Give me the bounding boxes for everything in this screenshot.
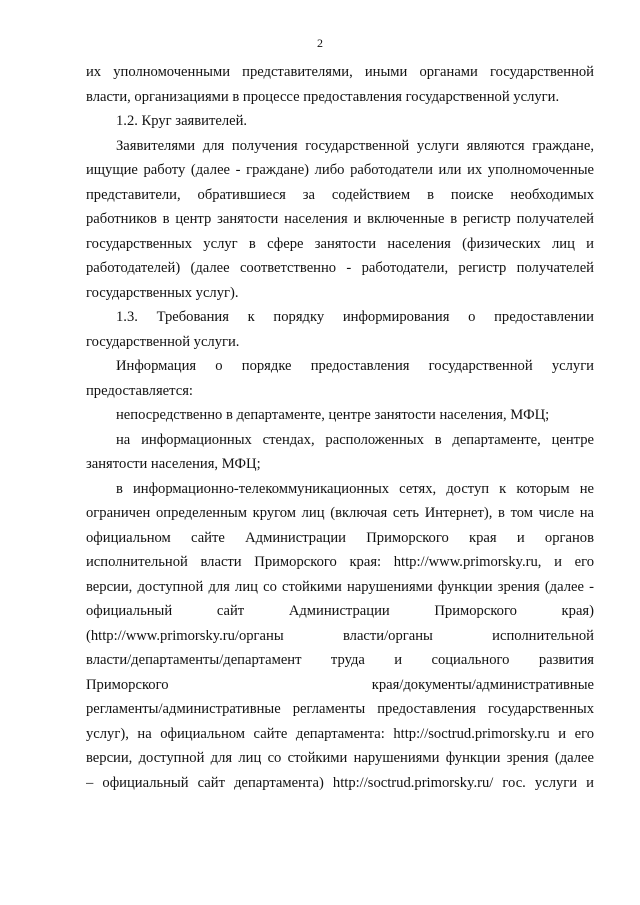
text-line: государственной услуги. (86, 333, 240, 350)
text-line: услуг), на официальном сайте департамента: http://soctrud.primorsky.ru и его (86, 725, 594, 742)
text-line: Информация о порядке предоставления государственной услуги (116, 358, 594, 374)
text-line: регламенты/административные регламенты предоставления государственных (86, 701, 594, 717)
text-line: на информационных стендах, расположенных в департаменте, центре (116, 431, 594, 448)
page-number: 2 (317, 36, 323, 50)
text-line: ищущие работу (далее - граждане) либо работодатели или их уполномоченные (86, 162, 594, 178)
text-line: власти, организациями в процессе предоставления государственной услуги. (86, 88, 560, 105)
text-line: официальном сайте Администрации Приморского края и органов (86, 529, 594, 546)
text-line: государственных услуг в сфере занятости населения (физических лиц и (86, 235, 594, 252)
text-line: предоставляется: (86, 382, 193, 399)
text-line: их уполномоченными представителями, иными органами государственной (86, 64, 594, 80)
text-line: (http://www.primorsky.ru/органы власти/органы исполнительной (86, 627, 594, 644)
text-line: Заявителями для получения государственной услуги являются граждане, (116, 137, 594, 154)
text-line: версии, доступной для лиц со стойкими нарушениями функции зрения (далее - (86, 578, 594, 595)
text-line: представители, обратившиеся за содействием в поиске необходимых (86, 186, 594, 203)
text-line: версии, доступной для лиц со стойкими нарушениями функции зрения (далее (86, 750, 594, 766)
text-line: власти/департаменты/департамент труда и социального развития (86, 652, 594, 668)
text-line: ограничен определенным кругом лиц (включая сеть Интернет), в том числе на (86, 505, 594, 521)
text-line: непосредственно в департаменте, центре занятости населения, МФЦ; (116, 407, 550, 423)
text-line: Приморского края/документы/административные (86, 676, 594, 693)
text-line: занятости населения, МФЦ; (86, 456, 261, 472)
text-line: работодателей) (далее соответственно - работодатели, регистр получателей (86, 260, 594, 276)
text-line: государственных услуг). (86, 284, 239, 301)
text-line: 1.2. Круг заявителей. (116, 113, 248, 129)
text-line: – официальный сайт департамента) http://soctrud.primorsky.ru/ гос. услуги и (86, 774, 594, 791)
text-line: исполнительной власти Приморского края: http://www.primorsky.ru, и его (86, 554, 594, 570)
text-line: 1.3. Требования к порядку информирования о предоставлении (116, 309, 594, 325)
text-line: в информационно-телекоммуникационных сетях, доступ к которым не (116, 480, 594, 497)
text-line: работников в центр занятости населения и включенные в регистр получателей (86, 211, 594, 227)
document-body (86, 60, 594, 795)
text-line: официальный сайт Администрации Приморского края) (86, 603, 594, 619)
